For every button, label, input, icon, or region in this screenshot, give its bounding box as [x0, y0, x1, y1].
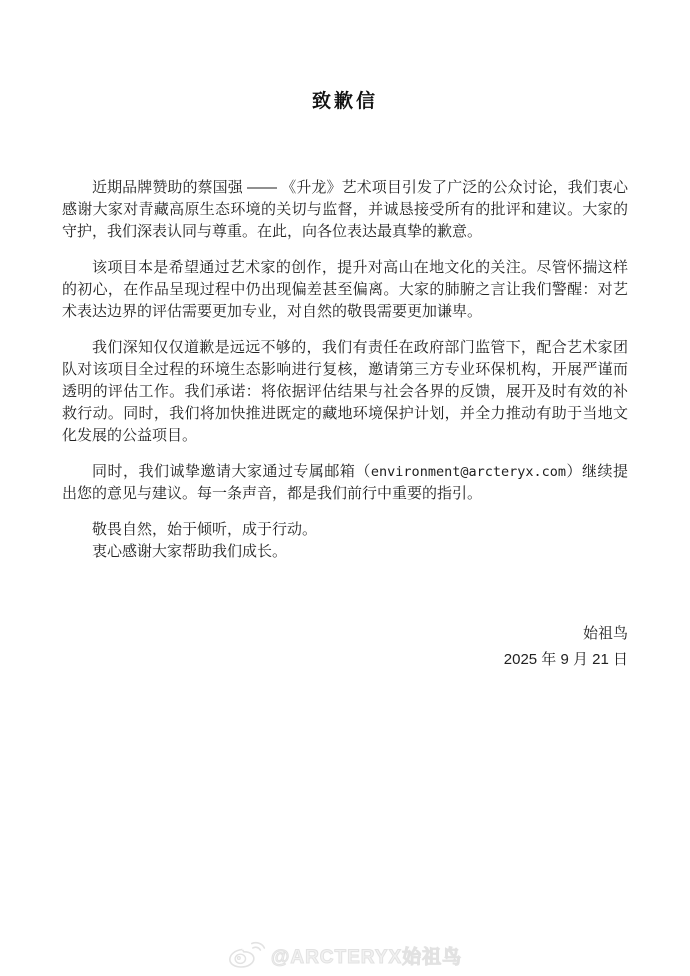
letter-title: 致歉信 [311, 91, 378, 112]
paragraph-intro: 近期品牌赞助的蔡国强 —— 《升龙》艺术项目引发了广泛的公众讨论，我们衷心感谢大家对青藏高原生态环境的关切与监督，并诚恳接受所有的批评和建议。大家的守护，我们深表认同与尊重。在此，向各位表达最真挚的歉意。 [62, 179, 628, 240]
signature-date: 2025 年 9 月 21 日 [503, 651, 628, 668]
weibo-watermark [228, 941, 462, 969]
paragraph-reflection: 该项目本是希望通过艺术家的创作，提升对高山在地文化的关注。尽管怀揣这样的初心，在作品呈现过程中仍出现偏差甚至偏离。大家的肺腑之言让我们警醒：对艺术表达边界的评估需要更加专业，对自然的敬畏需要更加谦卑。 [62, 259, 628, 320]
watermark-text: @ARCTERYX始祖鸟 [270, 946, 463, 968]
closing-block [62, 519, 628, 563]
contact-email: environment@arcteryx.com [370, 464, 566, 480]
paragraph-contact-suffix: ）继续提出您的意见与建议。每一条声音，都是我们前行中重要的指引。 [62, 463, 628, 502]
paragraph-contact [62, 461, 628, 505]
weibo-logo-icon [228, 941, 266, 969]
paragraph-contact-prefix: 同时，我们诚挚邀请大家通过专属邮箱（ [92, 463, 371, 480]
signature-name: 始祖鸟 [582, 625, 628, 642]
closing-line-1: 敬畏自然，始于倾听，成于行动。 [92, 521, 318, 538]
paragraph-commitment: 我们深知仅仅道歉是远远不够的，我们有责任在政府部门监管下，配合艺术家团队对该项目全过程的环境生态影响进行复核，邀请第三方专业环保机构，开展严谨而透明的评估工作。我们承诺：将依据评估结果与社会各界的反馈，展开及时有效的补救行动。同时，我们将加快推进既定的藏地环境保护计划，并全力推动有助于当地文化发展的公益项目。 [62, 339, 628, 444]
signature-block [62, 621, 628, 673]
closing-line-2: 衷心感谢大家帮助我们成长。 [92, 543, 288, 560]
apology-letter [62, 86, 628, 673]
